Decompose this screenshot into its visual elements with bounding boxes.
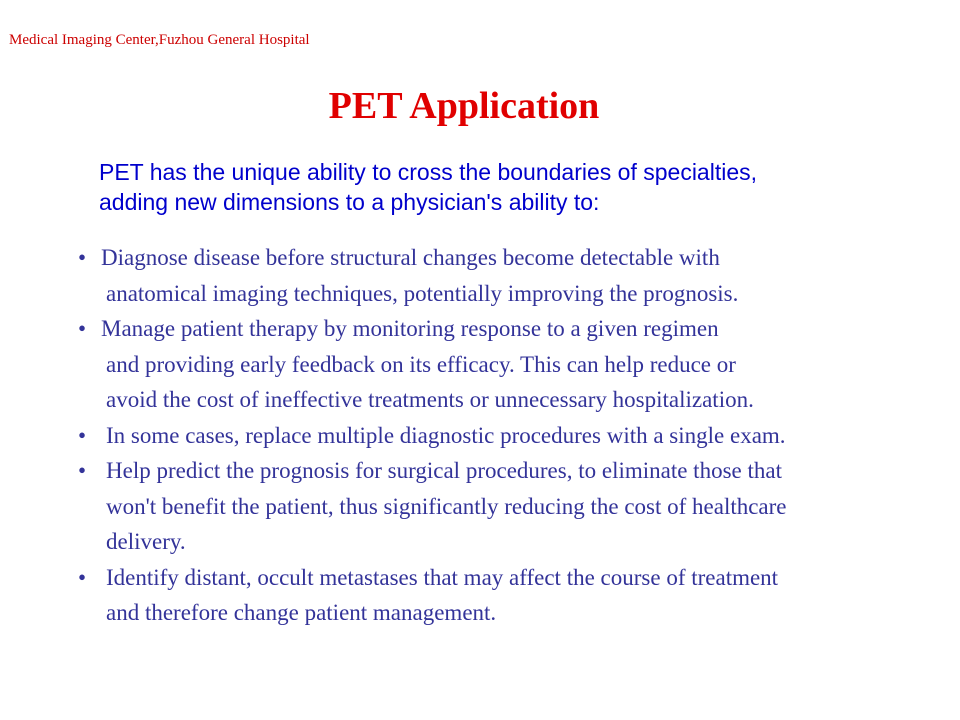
bullet-line: and therefore change patient management. — [106, 600, 497, 625]
bullet-item-predict — [78, 453, 938, 560]
bullet-item-manage — [78, 311, 938, 418]
bullet-line: avoid the cost of ineffective treatments or unnecessary hospitalization. — [106, 387, 754, 412]
slide-title: PET Application — [328, 85, 600, 127]
bullet-line: and providing early feedback on its efficacy. This can help reduce or — [106, 351, 736, 377]
bullet-item-replace — [78, 418, 938, 454]
bullet-list — [78, 240, 938, 631]
bullet-item-identify — [78, 560, 938, 631]
bullet-line: Identify distant, occult metastases that may affect the course of treatment — [106, 564, 779, 590]
bullet-line: Manage patient therapy by monitoring response to a given regimen — [101, 316, 719, 341]
bullet-line: In some cases, replace multiple diagnostic procedures with a single exam. — [106, 422, 786, 448]
institution-header: Medical Imaging Center,Fuzhou General Hospital — [9, 32, 310, 48]
bullet-line: delivery. — [106, 529, 186, 554]
bullet-line: anatomical imaging techniques, potentially improving the prognosis. — [106, 280, 739, 306]
bullet-icon: • — [78, 422, 87, 448]
bullet-line: Help predict the prognosis for surgical procedures, to eliminate those that — [106, 458, 782, 483]
intro-line: adding new dimensions to a physician's ability to: — [99, 189, 600, 215]
bullet-icon: • — [78, 316, 87, 341]
bullet-line: Diagnose disease before structural changes become detectable with — [101, 245, 720, 270]
bullet-item-diagnose — [78, 240, 938, 311]
intro-paragraph — [99, 157, 899, 217]
bullet-icon: • — [78, 458, 87, 483]
bullet-icon: • — [78, 245, 87, 270]
intro-line: PET has the unique ability to cross the boundaries of specialties, — [99, 159, 758, 185]
bullet-icon: • — [78, 564, 87, 590]
bullet-line: won't benefit the patient, thus significantly reducing the cost of healthcare — [106, 493, 787, 519]
